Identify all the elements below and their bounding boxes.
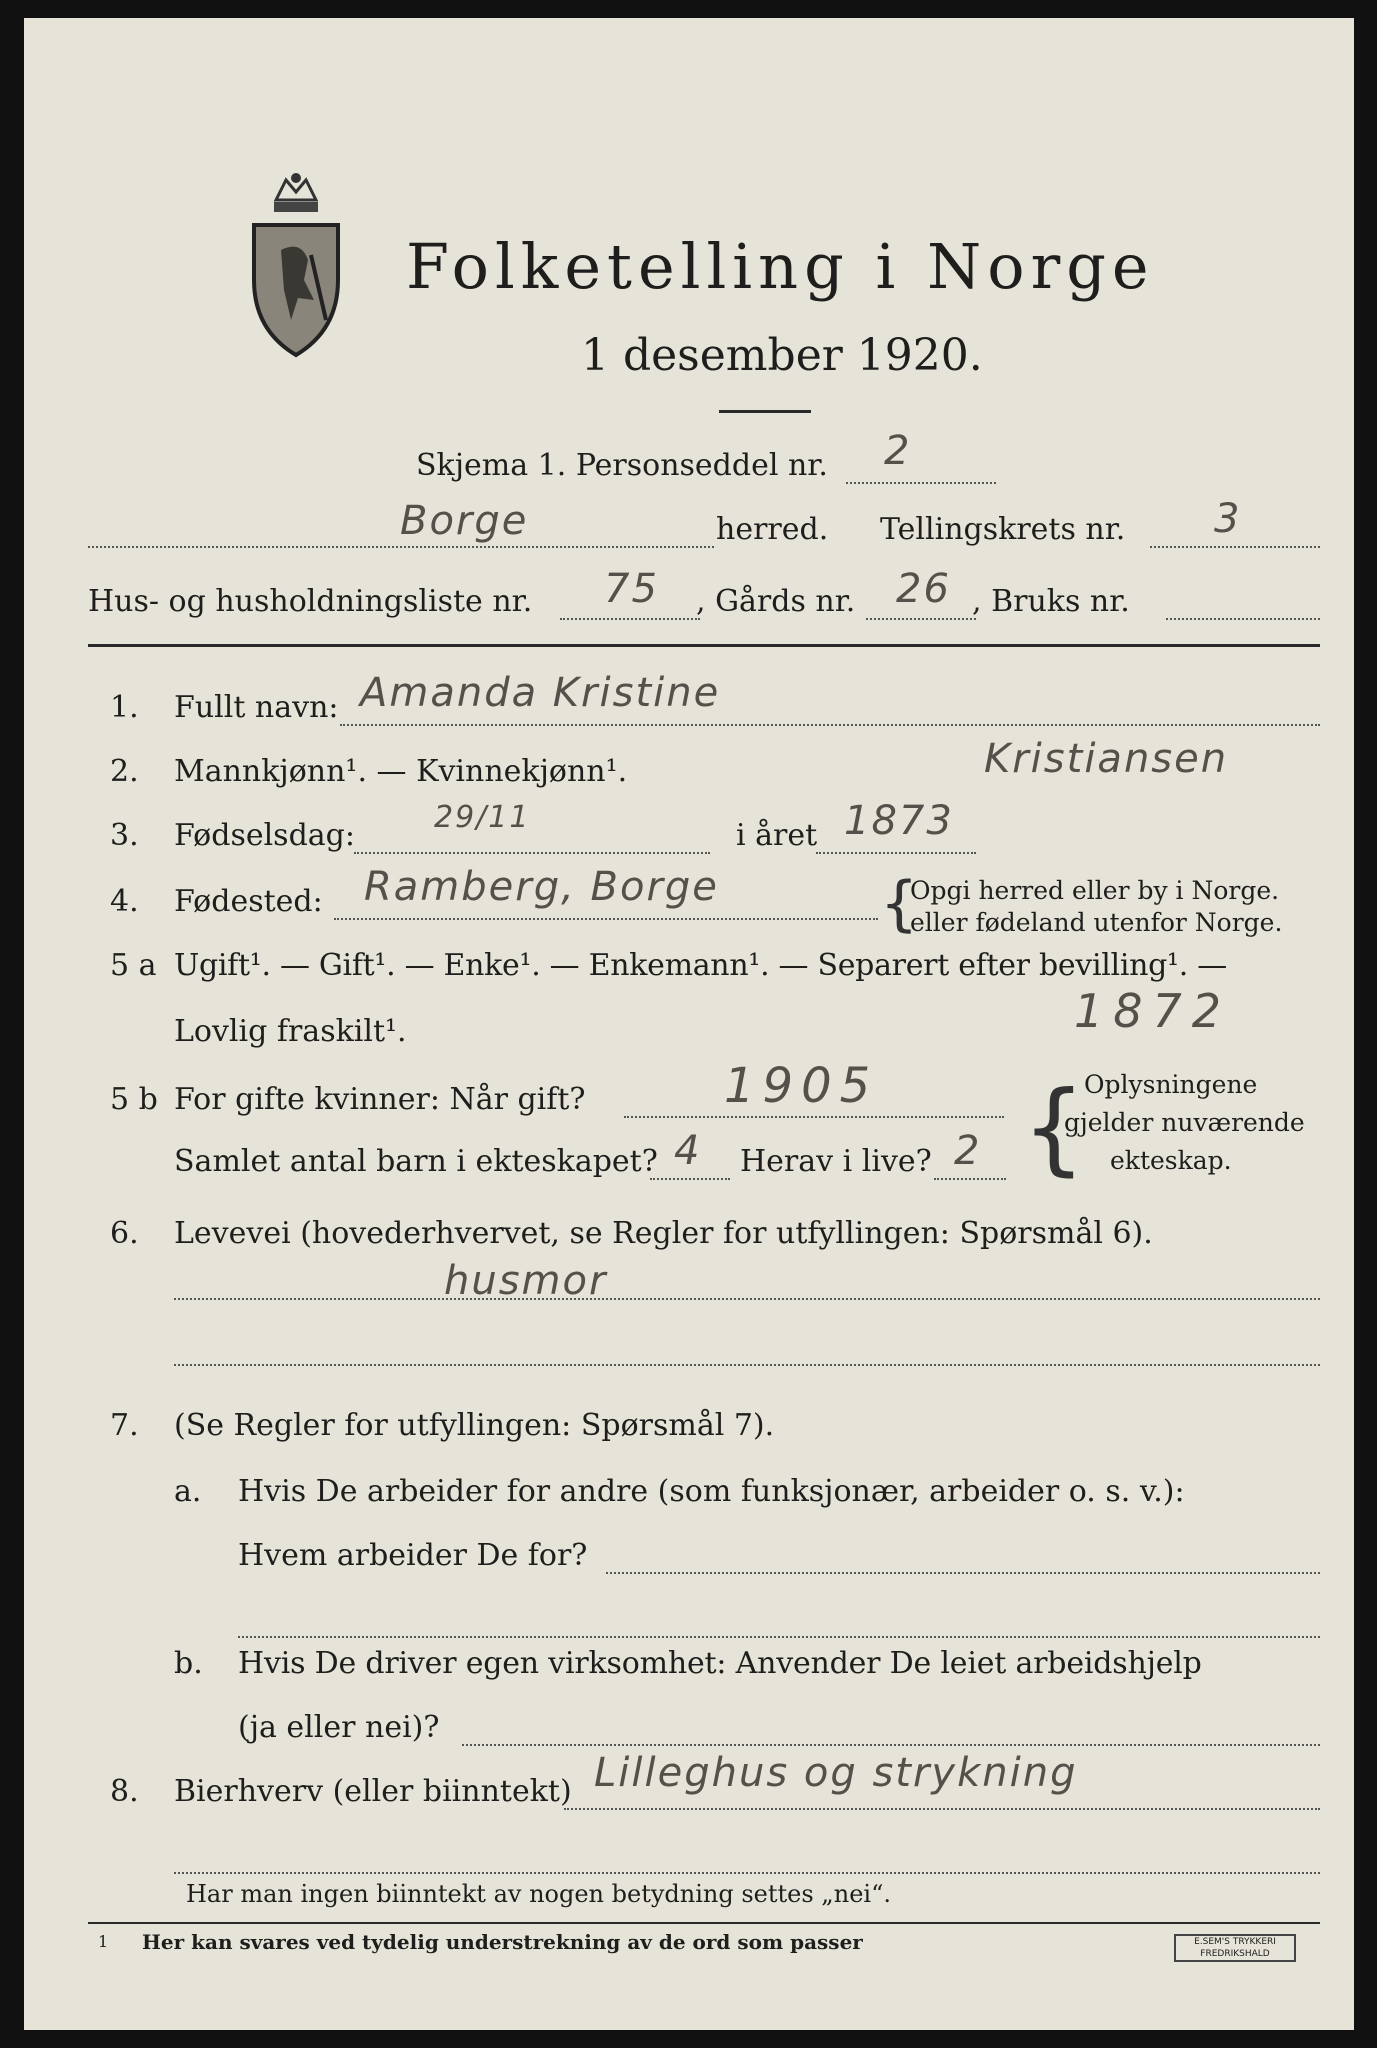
q5b-note-line2: gjelder nuværende (1064, 1108, 1305, 1137)
gards-value[interactable]: 26 (896, 566, 951, 612)
q8-field-line-1 (564, 1808, 1320, 1810)
q7-label: (Se Regler for utfyllingen: Spørsmål 7). (174, 1408, 775, 1443)
hus-field-line (560, 618, 700, 620)
q2-number: 2. (110, 754, 139, 789)
q6-number: 6. (110, 1216, 139, 1251)
footnote-text: Her kan svares ved tydelig understrekning av de ord som passer (142, 1930, 863, 1954)
q2-value[interactable]: Kristiansen (984, 736, 1229, 782)
q6-field-line-1 (174, 1298, 1320, 1300)
q1-label: Fullt navn: (174, 690, 339, 725)
q7a-label-line2: Hvem arbeider De for? (238, 1538, 588, 1573)
tellingskrets-field-line (1150, 546, 1320, 548)
q5b-number: 5 b (110, 1082, 158, 1117)
q8-value[interactable]: Lilleghus og strykning (594, 1750, 1078, 1796)
q7b-field-line (462, 1744, 1320, 1746)
q5a-label-line2: Lovlig fraskilt¹. (174, 1014, 407, 1049)
gards-field-line (866, 618, 976, 620)
q6-value[interactable]: husmor (444, 1258, 608, 1304)
q5b-alive-field-line (934, 1178, 1006, 1180)
biinntekt-note: Har man ingen biinntekt av nogen betydning settes „nei“. (186, 1880, 891, 1908)
hus-value[interactable]: 75 (604, 566, 659, 612)
q1-field-line (340, 724, 1320, 726)
q7a-label: Hvis De arbeider for andre (som funksjonær, arbeider o. s. v.): (238, 1474, 1185, 1509)
herred-field-line (88, 546, 714, 548)
q6-field-line-2 (174, 1364, 1320, 1366)
q7a-field-line-2 (238, 1636, 1320, 1638)
q8-field-line-2 (174, 1872, 1320, 1874)
q7a-field-line-1 (606, 1572, 1320, 1574)
gards-label: , Gårds nr. (696, 584, 856, 619)
q3-day-value[interactable]: 29/11 (434, 800, 531, 835)
census-form-page (24, 18, 1354, 2030)
q5a-margin-value[interactable]: 1872 (1074, 984, 1232, 1038)
hus-label: Hus- og husholdningsliste nr. (88, 584, 533, 619)
header-divider (88, 644, 1320, 647)
q6-label: Levevei (hovederhvervet, se Regler for utfyllingen: Spørsmål 6). (174, 1216, 1153, 1251)
q1-number: 1. (110, 690, 139, 725)
form-date: 1 desember 1920. (581, 330, 983, 381)
q5b-married-value[interactable]: 1905 (724, 1058, 879, 1114)
footnote-mark: 1 (98, 1932, 109, 1951)
q4-label: Fødested: (174, 884, 323, 919)
q5b-children-value[interactable]: 4 (674, 1128, 702, 1174)
q5b-children-label: Samlet antal barn i ekteskapet? (174, 1144, 658, 1179)
q4-number: 4. (110, 884, 139, 919)
q5a-number: 5 a (110, 948, 157, 983)
q2-label: Mannkjønn¹. — Kvinnekjønn¹. (174, 754, 628, 789)
bruks-field-line (1166, 618, 1320, 620)
q7-number: 7. (110, 1408, 139, 1443)
tellingskrets-label: Tellingskrets nr. (880, 512, 1126, 547)
q8-number: 8. (110, 1774, 139, 1809)
q7b-letter: b. (174, 1646, 203, 1681)
herred-value[interactable]: Borge (400, 498, 529, 544)
q3-year-field-line (816, 852, 976, 854)
form-title: Folketelling i Norge (406, 230, 1155, 303)
q3-day-field-line (354, 852, 710, 854)
footer-divider (88, 1922, 1320, 1924)
q7b-label: Hvis De driver egen virksomhet: Anvender De leiet arbeidshjelp (238, 1646, 1202, 1681)
printer-stamp: E.SEM'S TRYKKERI FREDRIKSHALD (1174, 1934, 1296, 1962)
coat-of-arms-icon (246, 170, 346, 360)
q3-year-label: i året (736, 818, 818, 853)
bruks-label: , Bruks nr. (972, 584, 1130, 619)
q5b-note-brace: { (1022, 1069, 1086, 1186)
q5a-label: Ugift¹. — Gift¹. — Enke¹. — Enkemann¹. — Separert efter bevilling¹. — (174, 948, 1227, 983)
skjema-value[interactable]: 2 (884, 428, 912, 474)
q1-value[interactable]: Amanda Kristine (360, 670, 721, 716)
q3-year-value[interactable]: 1873 (844, 798, 954, 844)
q4-value[interactable]: Ramberg, Borge (364, 864, 719, 910)
q5b-married-field-line (624, 1116, 1004, 1118)
q5b-label: For gifte kvinner: Når gift? (174, 1082, 586, 1117)
q5b-alive-value[interactable]: 2 (954, 1128, 982, 1174)
q8-label: Bierhverv (eller biinntekt) (174, 1774, 572, 1809)
q4-note-line1: Opgi herred eller by i Norge. (910, 876, 1280, 905)
q7b-label-line2: (ja eller nei)? (238, 1710, 440, 1745)
q5b-alive-label: Herav i live? (740, 1144, 932, 1179)
q3-label: Fødselsdag: (174, 818, 355, 853)
q5b-children-field-line (650, 1178, 730, 1180)
herred-label: herred. (716, 512, 829, 547)
q4-field-line (334, 918, 878, 920)
q3-number: 3. (110, 818, 139, 853)
q4-note-line2: eller fødeland utenfor Norge. (910, 908, 1283, 937)
q5b-note-line1: Oplysningene (1084, 1070, 1258, 1099)
q5b-note-line3: ekteskap. (1110, 1146, 1232, 1175)
q4-note-brace: { (880, 869, 919, 939)
q7a-letter: a. (174, 1474, 202, 1509)
title-underline (719, 410, 811, 413)
skjema-field-line (846, 482, 996, 484)
skjema-label: Skjema 1. Personseddel nr. (416, 448, 828, 483)
tellingskrets-value[interactable]: 3 (1214, 496, 1242, 542)
